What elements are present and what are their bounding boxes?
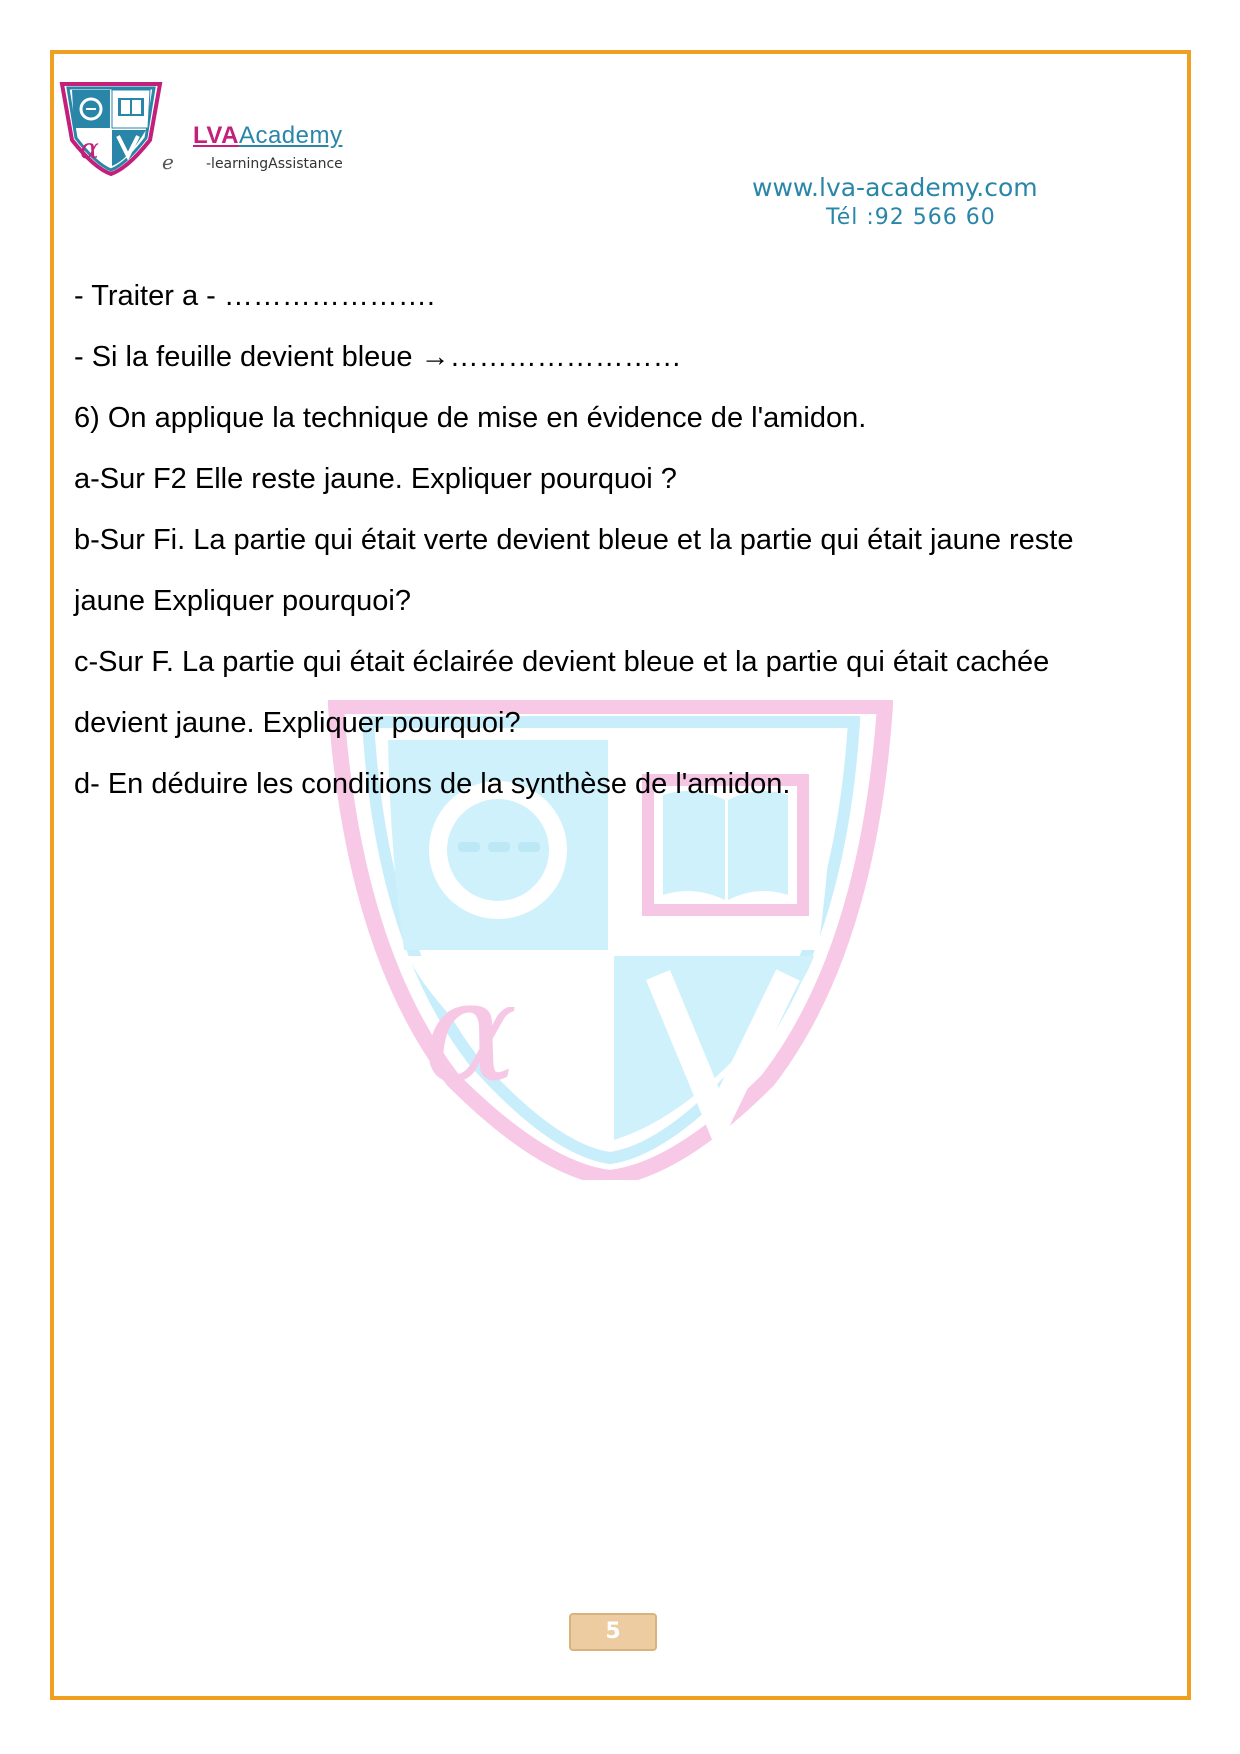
question-6c-line2: devient jaune. Expliquer pourquoi?	[74, 707, 521, 739]
svg-text:α: α	[423, 951, 518, 1114]
question-6: 6) On applique la technique de mise en évidence de l'amidon.	[74, 402, 867, 434]
page-number: 5	[569, 1613, 657, 1651]
brand-e-letter: e	[162, 150, 174, 174]
lva-academy-logo	[58, 80, 164, 176]
brand-subtitle: -learningAssistance	[206, 156, 343, 172]
question-6b-line2: jaune Expliquer pourquoi?	[74, 585, 411, 617]
phone-number: Tél :92 566 60	[826, 205, 996, 230]
question-6b-line1: b-Sur Fi. La partie qui était verte devient bleue et la partie qui était jaune reste	[74, 524, 1074, 556]
question-6a: a-Sur F2 Elle reste jaune. Expliquer pourquoi ?	[74, 463, 677, 495]
question-6c-line1: c-Sur F. La partie qui était éclairée devient bleue et la partie qui était cachée	[74, 646, 1050, 678]
brand-name[interactable]	[193, 122, 342, 150]
instruction-treat: - Traiter a - ………………….	[74, 280, 435, 312]
instruction-if-blue: - Si la feuille devient bleue →……………………	[74, 341, 682, 373]
brand-lva: LVA	[193, 122, 239, 149]
website-link[interactable]: www.lva-academy.com	[752, 173, 1038, 202]
brand-academy: Academy	[238, 122, 343, 149]
question-6d: d- En déduire les conditions de la synthèse de l'amidon.	[74, 768, 791, 800]
svg-text:α: α	[80, 132, 99, 165]
